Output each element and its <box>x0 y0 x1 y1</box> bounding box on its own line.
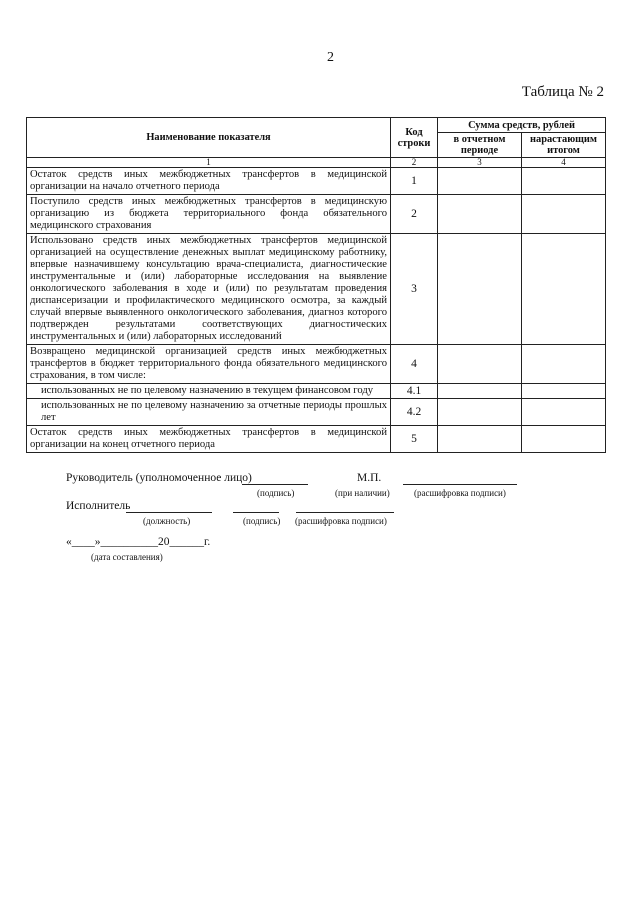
row-name: Использовано средств иных межбюджетных трансфертов медицинской организацией на осуществление денежных выплат медицинскому работнику, впервые назначившему консультацию врача-специалиста, диагностические инструментальные и (или) лабораторные исследования на выявление онкологического заболевания в ходе и (или) по результатам проведения диспансеризации и профилактического медицинского осмотра, за каждый случай впервые выявленного онкологического заболевания, диагноз которого подтвержден результатами соответствующих диагностических инструментальных и (или) лабораторных исследований <box>27 234 391 345</box>
column-number: 4 <box>522 158 606 168</box>
row-name: Остаток средств иных межбюджетных трансфертов в медицинской организации на конец отчетного периода <box>27 426 391 453</box>
header-sum: Сумма средств, рублей <box>438 118 606 133</box>
row-period-value[interactable] <box>438 426 522 453</box>
row-cumulative-value[interactable] <box>522 195 606 234</box>
row-code: 4.2 <box>391 399 438 426</box>
head-decoding-line[interactable] <box>403 484 517 485</box>
head-signature-line[interactable] <box>242 484 308 485</box>
row-code: 4 <box>391 345 438 384</box>
executor-signature-caption: (подпись) <box>243 516 281 526</box>
row-code: 2 <box>391 195 438 234</box>
date-line[interactable]: «____»__________20______г. <box>66 536 211 548</box>
executor-position-line[interactable] <box>126 512 212 513</box>
executor-decoding-line[interactable] <box>296 512 394 513</box>
if-any-caption: (при наличии) <box>335 488 390 498</box>
row-code: 5 <box>391 426 438 453</box>
row-name: Возвращено медицинской организацией средств иных межбюджетных трансфертов в бюджет территориального фонда обязательного медицинского страхования, в том числе: <box>27 345 391 384</box>
decoding-caption: (расшифровка подписи) <box>414 488 506 498</box>
table-row <box>27 234 606 345</box>
head-label: Руководитель (уполномоченное лицо) <box>66 472 252 484</box>
row-period-value[interactable] <box>438 384 522 399</box>
table-row <box>27 345 606 384</box>
column-number: 3 <box>438 158 522 168</box>
row-cumulative-value[interactable] <box>522 234 606 345</box>
table-row <box>27 168 606 195</box>
row-cumulative-value[interactable] <box>522 399 606 426</box>
stamp-label: М.П. <box>357 472 382 484</box>
row-name: использованных не по целевому назначению в текущем финансовом году <box>27 384 391 399</box>
row-period-value[interactable] <box>438 195 522 234</box>
table-row <box>27 384 606 399</box>
header-cumulative: нарастающим итогом <box>522 133 606 158</box>
row-cumulative-value[interactable] <box>522 345 606 384</box>
row-period-value[interactable] <box>438 234 522 345</box>
header-indicator-name: Наименование показателя <box>27 118 391 158</box>
position-caption: (должность) <box>143 516 191 526</box>
table-row <box>27 426 606 453</box>
row-period-value[interactable] <box>438 399 522 426</box>
row-code: 3 <box>391 234 438 345</box>
header-row-code: Код строки <box>391 118 438 158</box>
column-number: 2 <box>391 158 438 168</box>
header-period: в отчетном периоде <box>438 133 522 158</box>
table-title: Таблица № 2 <box>521 84 604 100</box>
row-period-value[interactable] <box>438 345 522 384</box>
date-caption: (дата составления) <box>91 552 163 562</box>
row-cumulative-value[interactable] <box>522 426 606 453</box>
row-code: 1 <box>391 168 438 195</box>
row-name: Остаток средств иных межбюджетных трансфертов в медицинской организации на начало отчетного периода <box>27 168 391 195</box>
executor-signature-line[interactable] <box>233 512 279 513</box>
executor-decoding-caption: (расшифровка подписи) <box>295 516 387 526</box>
executor-label: Исполнитель <box>66 500 131 512</box>
table-row <box>27 195 606 234</box>
signature-caption: (подпись) <box>257 488 295 498</box>
report-table <box>26 117 606 453</box>
row-name: использованных не по целевому назначению за отчетные периоды прошлых лет <box>27 399 391 426</box>
table-row <box>27 399 606 426</box>
column-number: 1 <box>27 158 391 168</box>
row-period-value[interactable] <box>438 168 522 195</box>
row-code: 4.1 <box>391 384 438 399</box>
row-cumulative-value[interactable] <box>522 168 606 195</box>
row-name: Поступило средств иных межбюджетных трансфертов в медицинскую организацию из бюджета территориального фонда обязательного медицинского страхования <box>27 195 391 234</box>
page-number: 2 <box>327 50 334 65</box>
row-cumulative-value[interactable] <box>522 384 606 399</box>
